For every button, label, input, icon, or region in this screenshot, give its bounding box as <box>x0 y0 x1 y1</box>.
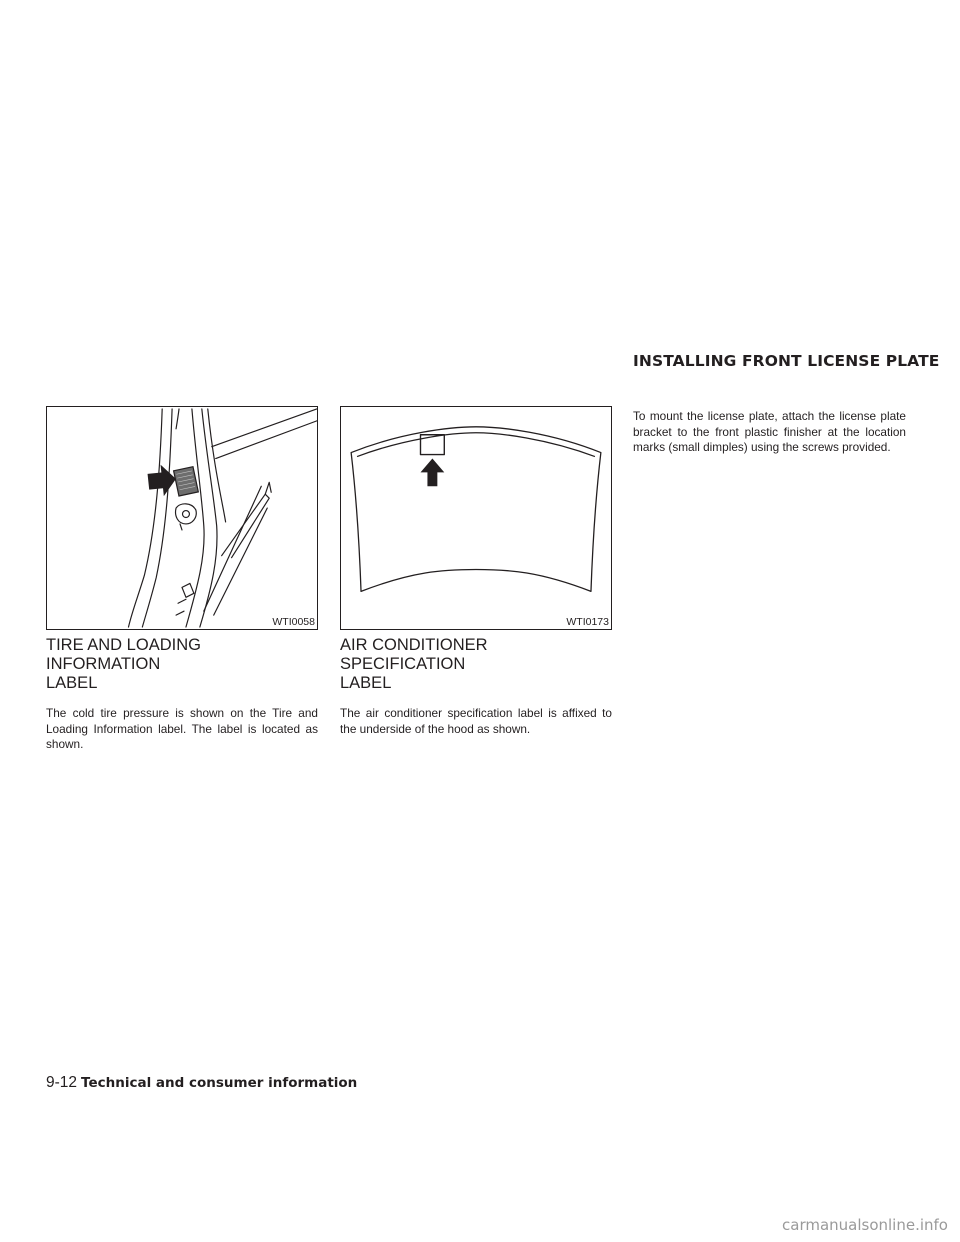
license-plate-body: To mount the license plate, attach the license plate bracket to the front plastic finisher at the location marks (small dimples) using the screws provided. <box>633 409 906 455</box>
figure-code: WTI0058 <box>272 616 315 628</box>
tire-heading-line2: LABEL <box>46 674 98 692</box>
page-number: 9-12 <box>46 1074 78 1091</box>
ac-label-body: The air conditioner specification label is affixed to the underside of the hood as shown. <box>340 706 612 736</box>
tire-label-heading <box>46 636 318 693</box>
watermark-link[interactable]: carmanualsonline.info <box>782 1216 948 1234</box>
tire-label-section <box>46 636 318 753</box>
section-title: INSTALLING FRONT LICENSE PLATE <box>633 352 940 370</box>
ac-heading-line1: AIR CONDITIONER SPECIFICATION <box>340 636 488 673</box>
tire-label-body: The cold tire pressure is shown on the Tire and Loading Information label. The label is located as shown. <box>46 706 318 752</box>
ac-heading-line2: LABEL <box>340 674 392 692</box>
hood-illustration <box>341 407 611 629</box>
door-pillar-illustration <box>47 407 317 629</box>
license-plate-section <box>633 409 906 456</box>
ac-label-figure <box>340 406 612 630</box>
tire-label-figure <box>46 406 318 630</box>
ac-label-section <box>340 636 612 737</box>
tire-heading-line1: TIRE AND LOADING INFORMATION <box>46 636 201 673</box>
figure-code: WTI0173 <box>566 616 609 628</box>
ac-label-heading <box>340 636 612 693</box>
page-footer <box>46 1074 357 1092</box>
chapter-title: Technical and consumer information <box>81 1075 358 1091</box>
